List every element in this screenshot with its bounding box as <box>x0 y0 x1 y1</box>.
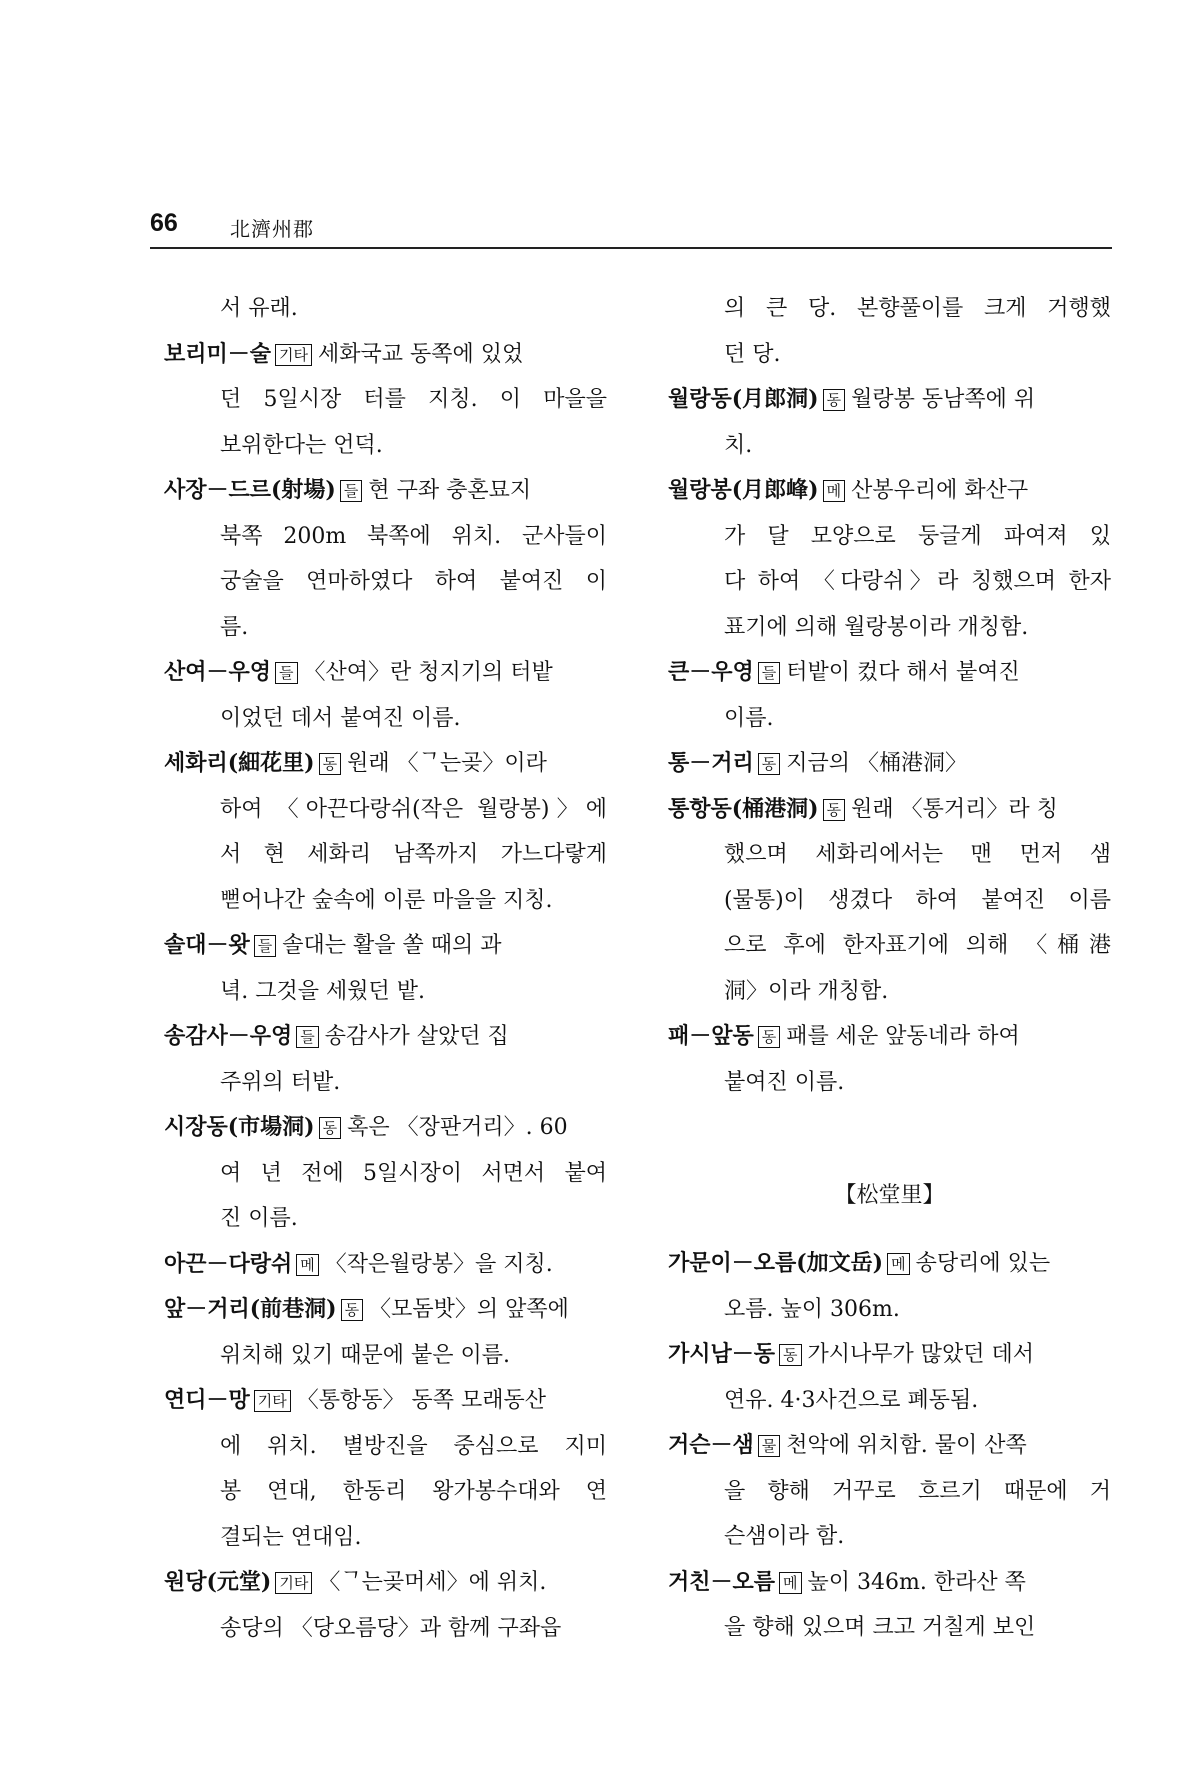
category-tag: 동 <box>758 1026 781 1048</box>
category-tag: 동 <box>758 753 781 775</box>
entry-text: 높이 346m. 한라산 쪽 <box>807 1569 1026 1595</box>
entry-first-line <box>668 650 1111 696</box>
entry-text: 〈모돔밧〉의 앞쪽에 <box>369 1297 569 1322</box>
dictionary-entry <box>668 286 1111 377</box>
entry-line: 북쪽 200m 북쪽에 위치. 군사들이 <box>220 523 607 549</box>
category-tag: 동 <box>823 389 846 411</box>
dictionary-entry <box>164 1105 607 1242</box>
entry-text: 송감사가 살았던 집 <box>324 1024 509 1049</box>
entry-line: 결되는 연대임. <box>220 1524 362 1550</box>
entry-line: 의 큰 당. 본향풀이를 크게 거행했 <box>724 296 1111 321</box>
category-tag: 물 <box>758 1435 781 1457</box>
entry-headword: 통－거리 <box>668 750 754 776</box>
dictionary-entry <box>668 377 1111 468</box>
entry-headword: 아끈－다랑쉬 <box>164 1250 293 1277</box>
entry-line: 뻗어나간 숲속에 이룬 마을을 지칭. <box>220 887 553 913</box>
entry-text: 〈작은월랑봉〉을 지칭. <box>324 1251 553 1277</box>
entry-text: 솔대는 활을 쏠 때의 과 <box>282 933 502 958</box>
dictionary-entry <box>164 332 607 469</box>
entry-text: 패를 세운 앞동네라 하여 <box>786 1024 1020 1049</box>
entry-first-line <box>164 741 607 787</box>
entry-line: 여 년 전에 5일시장이 서면서 붙여 <box>220 1160 607 1186</box>
category-tag: 동 <box>779 1344 802 1366</box>
dictionary-entry <box>668 1014 1111 1105</box>
entry-headword: 앞－거리(前巷洞) <box>164 1296 337 1322</box>
category-tag: 메 <box>296 1254 319 1276</box>
category-tag: 메 <box>823 480 846 502</box>
entry-line: 다 하여 〈다랑쉬〉라 칭했으며 한자 <box>724 569 1111 594</box>
category-tag: 메 <box>779 1572 802 1594</box>
entry-text: 원래 〈통거리〉라 칭 <box>851 796 1058 822</box>
category-tag: 기타 <box>254 1390 291 1412</box>
entry-headword: 보리미－술 <box>164 340 272 367</box>
entry-line: 이었던 데서 붙여진 이름. <box>220 705 461 731</box>
entry-line: 주위의 터밭. <box>220 1069 341 1095</box>
entry-line: 봉 연대, 한동리 왕가봉수대와 연 <box>220 1479 607 1504</box>
entry-text: 가시나무가 많았던 데서 <box>807 1342 1035 1367</box>
dictionary-entry <box>164 1014 607 1105</box>
dictionary-entry <box>164 286 607 332</box>
entry-line: 을 향해 있으며 크고 거칠게 보인 <box>724 1615 1036 1640</box>
entry-text: 산봉우리에 화산구 <box>851 478 1029 503</box>
category-tag: 들 <box>254 935 277 957</box>
entry-headword: 큰－우영 <box>668 659 754 685</box>
entry-text: 혹은 〈장판거리〉. 60 <box>347 1115 568 1140</box>
entry-headword: 시장동(市場洞) <box>164 1114 315 1140</box>
section-title: 北濟州郡 <box>230 217 314 241</box>
dictionary-entry <box>164 1287 607 1378</box>
dictionary-entry <box>668 1560 1111 1651</box>
entry-headword: 송감사－우영 <box>164 1023 293 1049</box>
entry-first-line <box>668 1241 1111 1287</box>
entry-line: 을 향해 거꾸로 흐르기 때문에 거 <box>724 1478 1111 1504</box>
entry-line: 슨샘이라 함. <box>724 1524 845 1549</box>
entry-line: 가 달 모양으로 둥글게 파여져 있 <box>724 523 1111 549</box>
entry-line: 연유. 4·3사건으로 폐동됨. <box>724 1387 979 1413</box>
entry-text: 현 구좌 충혼묘지 <box>368 478 532 503</box>
spacer <box>668 1105 1111 1150</box>
dictionary-entry <box>668 1423 1111 1560</box>
entry-first-line <box>668 1332 1111 1378</box>
page-number: 66 <box>150 209 178 237</box>
dictionary-entry <box>668 650 1111 741</box>
dictionary-entry <box>668 741 1111 787</box>
entry-first-line <box>668 787 1111 833</box>
category-tag: 들 <box>275 662 298 684</box>
entry-first-line <box>164 923 607 969</box>
dictionary-entry <box>164 923 607 1014</box>
entry-line: 에 위치. 별방진을 중심으로 지미 <box>220 1433 607 1459</box>
entry-line: 송당의 〈당오름당〉과 함께 구좌읍 <box>220 1615 562 1641</box>
entry-text: 월랑봉 동남쪽에 위 <box>851 387 1036 412</box>
entry-line: 이름. <box>724 705 774 731</box>
category-tag: 들 <box>296 1026 319 1048</box>
entry-text: 송당리에 있는 <box>915 1251 1051 1276</box>
entry-line: 던 당. <box>724 341 781 367</box>
entry-headword: 솔대－왓 <box>164 932 250 958</box>
entry-line: 보위한다는 언덕. <box>220 432 383 458</box>
entry-first-line <box>164 1242 607 1288</box>
entry-line: (물통)이 생겼다 하여 붙여진 이름 <box>724 887 1111 913</box>
entry-headword: 패－앞동 <box>668 1023 754 1049</box>
entry-text: 지금의 〈桶港洞〉 <box>786 751 968 776</box>
entry-headword: 산여－우영 <box>164 659 272 685</box>
entry-headword: 월랑봉(月郎峰) <box>668 477 819 503</box>
entry-line: 표기에 의해 월랑봉이라 개칭함. <box>724 614 1029 640</box>
entry-line: 서 유래. <box>220 296 298 321</box>
entry-headword: 가시남－동 <box>668 1341 776 1367</box>
entry-text: 원래 〈ᄀ는곶〉이라 <box>347 751 547 776</box>
entry-line: 으로 후에 한자표기에 의해 〈桶港 <box>724 933 1111 958</box>
entry-line: 위치해 있기 때문에 붙은 이름. <box>220 1342 510 1368</box>
entry-headword: 거슨－샘 <box>668 1432 754 1458</box>
entry-text: 터밭이 컸다 해서 붙여진 <box>786 660 1020 685</box>
right-column <box>668 286 1111 1651</box>
entry-first-line <box>164 1560 607 1606</box>
entry-first-line <box>164 1378 607 1424</box>
entry-headword: 가문이－오름(加文岳) <box>668 1250 884 1276</box>
entry-line: 름. <box>220 614 249 640</box>
entry-text: 〈통항동〉 동쪽 모래동산 <box>296 1388 547 1413</box>
entry-line: 오름. 높이 306m. <box>724 1296 900 1322</box>
entry-headword: 거친－오름 <box>668 1568 776 1595</box>
entry-first-line <box>164 1014 607 1060</box>
entry-first-line <box>164 468 607 514</box>
entry-first-line <box>668 377 1111 423</box>
category-tag: 동 <box>341 1299 364 1321</box>
entry-first-line <box>164 650 607 696</box>
entry-first-line <box>164 332 607 378</box>
entry-first-line <box>164 1287 607 1333</box>
left-column <box>164 286 607 1651</box>
entry-headword: 세화리(細花里) <box>164 750 315 776</box>
dictionary-entry <box>164 468 607 650</box>
entry-headword: 통항동(桶港洞) <box>668 795 819 822</box>
category-tag: 동 <box>823 799 846 821</box>
entry-first-line <box>668 468 1111 514</box>
entry-first-line <box>668 1014 1111 1060</box>
entry-line: 녁. 그것을 세웠던 밭. <box>220 978 425 1004</box>
entry-line: 洞〉이라 개칭함. <box>724 978 889 1004</box>
dictionary-entry <box>164 1378 607 1560</box>
category-tag: 동 <box>319 753 342 775</box>
entry-line: 치. <box>724 432 753 458</box>
village-heading: 【松堂里】 <box>834 1183 945 1208</box>
category-tag: 메 <box>887 1253 910 1275</box>
entry-line: 궁술을 연마하였다 하여 붙여진 이 <box>220 569 607 594</box>
entry-headword: 연디－망 <box>164 1387 250 1413</box>
dictionary-entry <box>164 741 607 923</box>
entry-text: 〈ᄀ는곶머세〉에 위치. <box>318 1570 547 1595</box>
category-tag: 기타 <box>275 344 312 366</box>
entry-line: 서 현 세화리 남쪽까지 가느다랗게 <box>220 842 607 867</box>
entry-first-line <box>668 1560 1111 1606</box>
entry-text: 세화국교 동쪽에 있었 <box>318 341 524 367</box>
entry-headword: 월랑동(月郎洞) <box>668 386 819 412</box>
page-header <box>150 203 1112 249</box>
entry-line: 붙여진 이름. <box>724 1069 845 1095</box>
entry-text: 천악에 위치함. 물이 산쪽 <box>786 1433 1027 1458</box>
dictionary-entry <box>164 1560 607 1651</box>
category-tag: 동 <box>319 1117 342 1139</box>
dictionary-entry <box>164 1242 607 1288</box>
dictionary-entry <box>668 787 1111 1015</box>
entry-line: 던 5일시장 터를 지칭. 이 마을을 <box>220 387 607 412</box>
entry-headword: 원당(元堂) <box>164 1569 272 1595</box>
dictionary-entry <box>164 650 607 741</box>
entry-line: 하여 〈아끈다랑쉬(작은 월랑봉)〉에 <box>220 796 607 822</box>
dictionary-entry <box>668 1332 1111 1423</box>
entry-first-line <box>668 741 1111 787</box>
dictionary-entry <box>668 468 1111 650</box>
category-tag: 기타 <box>275 1572 312 1594</box>
category-tag: 들 <box>758 662 781 684</box>
entry-line: 했으며 세화리에서는 맨 먼저 샘 <box>724 842 1111 867</box>
category-tag: 들 <box>340 480 363 502</box>
entry-headword: 사장－드르(射場) <box>164 477 336 503</box>
entry-first-line <box>668 1423 1111 1469</box>
entry-first-line <box>164 1105 607 1151</box>
entry-text: 〈산여〉란 청지기의 터밭 <box>303 660 553 685</box>
entry-line: 진 이름. <box>220 1206 298 1231</box>
dictionary-entry <box>668 1241 1111 1332</box>
